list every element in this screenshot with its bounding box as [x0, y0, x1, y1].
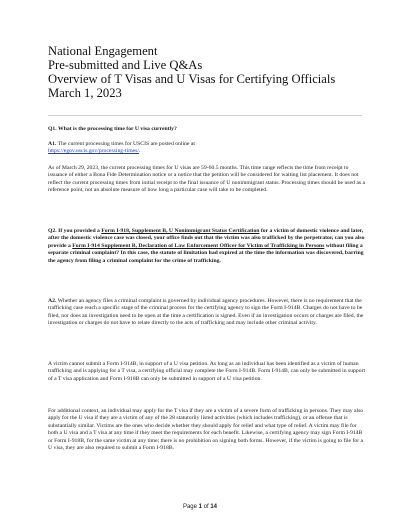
footer-of-word: of — [202, 504, 211, 510]
title-line-3: Overview of T Visas and U Visas for Certifying Officials — [48, 72, 336, 86]
answer-1-text: The current processing times for USCIS are posted online at — [56, 141, 195, 147]
title-divider — [48, 115, 362, 116]
page-footer — [0, 504, 400, 510]
link-suffix: . — [138, 148, 141, 155]
answer-1 — [48, 141, 366, 156]
processing-times-link[interactable]: https://egov.uscis.gov/processing-times/ — [48, 148, 139, 155]
question-2 — [48, 228, 366, 265]
answer-1-label: A1. — [48, 141, 57, 147]
footer-page-number: 1 — [198, 504, 202, 510]
footer-page-word: Page — [182, 504, 199, 510]
answer-2-paragraph-3: For additional context, an individual may apply for the T visa if they are a victim of a severe form of trafficking in persons. They may also apply for the U visa if they are a victim of any of the 28 statutorily listed activities (which includes trafficking), or an offense that is substantially similar. Victims are the ones who decide whether they should apply for relief and what type of relief. A victim may file for both a U visa and a T visa at any time if they meet the requirements for each benefit. Likewise, a certifying agency may sign Form I-914B or Form I-918B, for the same victim at any time; there is no prohibition on signing both forms. However, if the victim is going to file for a U visa, they are also required to submit a Form I-918B. — [48, 408, 364, 452]
answer-2-text: Whether an agency files a criminal complaint is governed by individual agency procedures. However, there is no requirement that the trafficking case reach a specific stage of the criminal process for the certifying agency to sign the Form I-914B. Charges do not have to be filed, nor does an investigation need to be open at the time a certification is signed. Even if an investigation occurs or charges are filed, the investigation or charges do not have to relate directly to the acts of trafficking and may include other criminal activity. — [48, 298, 364, 327]
answer-2-paragraph-1 — [48, 298, 366, 328]
question-1-text: Q1. What is the processing time for U visa currently? — [48, 126, 177, 132]
form-i918b-link[interactable]: Form I-918, Supplement B, U Nonimmigrant Status Certification — [101, 228, 260, 234]
form-i914b-link[interactable]: Form I-914 Supplement B, Declaration of Law Enforcement Officer for Victim of Trafficking in Persons — [72, 242, 325, 249]
title-line-2: Pre-submitted and Live Q&As — [48, 58, 203, 72]
footer-page-total: 14 — [210, 504, 218, 510]
answer-2-label: A2. — [48, 298, 57, 304]
document-title — [48, 44, 378, 100]
question-1 — [48, 126, 366, 133]
question-2-suffix: without filing a separate criminal complaint? In this case, the statute of limitation had expired at the time the information was discovered, barring the agency from filing a criminal complaint for the crime of trafficking. — [48, 242, 364, 264]
question-2-mid: for a victim of domestic violence and later, after the domestic violence case was closed, your office finds out that the victim was also trafficked by the perpetrator, can you also provide a — [48, 228, 365, 249]
answer-1-paragraph: As of March 29, 2023, the current processing times for U visas are 59-60.5 months. This time range reflects the time from receipt to issuance of either a Bona Fide Determination notice or a notice that the petition will be considered for waiting list placement. It does not reflect the current processing times from initial receipt to the final issuance of U nonimmigrant status. Processing times should be used as a reference point, not an absolute measure of how long a particular case will take to be completed. — [48, 165, 365, 194]
answer-2-paragraph-2: A victim cannot submit a Form I-914B, in support of a U visa petition. As long as an individual has been identified as a victim of human trafficking and is applying for a T visa, a certifying official may complete the Form I-914B. Form I-914B, can only be submitted in support of a T visa application and Form I-918B can only be submitted in support of a U visa petition. — [48, 361, 366, 382]
title-line-1: National Engagement — [48, 44, 158, 58]
title-line-4: March 1, 2023 — [48, 86, 122, 100]
question-2-prefix: Q2. If you provided a — [48, 228, 102, 234]
